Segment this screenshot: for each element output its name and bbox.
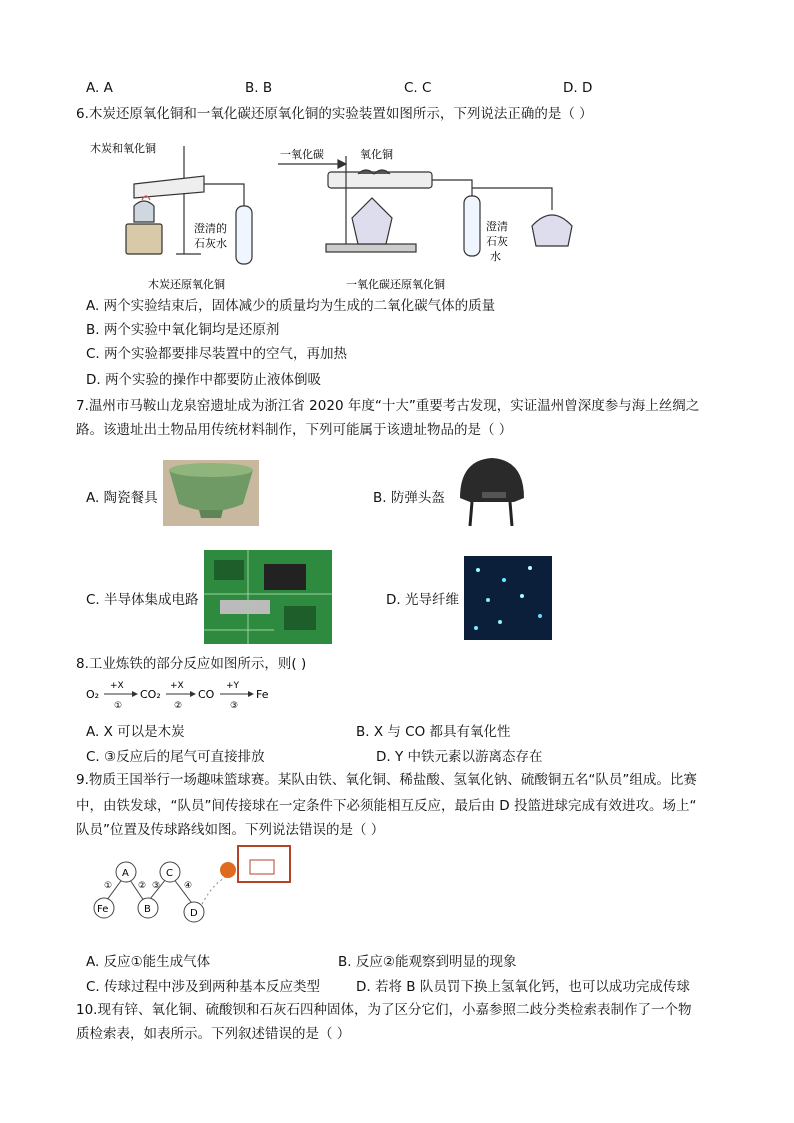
q9-option-c: C. 传球过程中涉及到两种基本反应类型 [86, 979, 321, 995]
q5-option-a: A. A [86, 80, 113, 96]
co-label: 一氧化碳 [280, 148, 324, 161]
q8-o2: O₂ [86, 688, 100, 701]
q5-option-d: D. D [563, 80, 593, 96]
lime-water-label-2: 石灰 [486, 235, 508, 248]
q7-stem-2: 路。该遗址出土物品用传统材料制作，下列可能属于该遗址物品的是（ ） [76, 422, 513, 438]
q9-basketball-diagram [86, 844, 306, 930]
celadon-bowl-image [163, 460, 259, 526]
lime-water-label-1: 澄清 [486, 220, 508, 233]
q9-stem-1: 9.物质王国举行一场趣味篮球赛。某队由铁、氧化铜、稀盐酸、氢氧化钠、硫酸铜五名“队员”组成。比赛 [76, 772, 697, 788]
circuit-board-image [204, 550, 332, 644]
q9-stem-3: 队员”位置及传球路线如图。下列说法错误的是（ ） [76, 822, 385, 838]
clear-water-label-2: 石灰水 [194, 237, 227, 250]
q8-reaction-diagram [86, 678, 286, 712]
label-2: ② [138, 881, 147, 891]
q10-stem-2: 质检索表，如表所示。下列叙述错误的是（ ） [76, 1026, 351, 1042]
clear-water-label-1: 澄清的 [194, 222, 227, 235]
q8-arrow3-top: +Y [226, 681, 240, 691]
q7-option-b: B. 防弹头盔 [373, 490, 445, 506]
q10-stem-1: 10.现有锌、氧化铜、硫酸钡和石灰石四种固体，为了区分它们，小嘉参照二歧分类检索表制作了一个物 [76, 1002, 692, 1018]
lime-water-label-3: 水 [490, 250, 501, 263]
q6-option-a: A. 两个实验结束后，固体减少的质量均为生成的二氧化碳气体的质量 [86, 298, 496, 314]
co-caption: 一氧化碳还原氧化铜 [346, 278, 445, 291]
q8-arrow1-top: +X [110, 681, 124, 691]
backboard-icon [238, 846, 290, 882]
node-d: D [190, 908, 198, 919]
q9-option-b: B. 反应②能观察到明显的现象 [338, 954, 517, 970]
q7-stem-1: 7.温州市马鞍山龙泉窑遗址成为浙江省 2020 年度“十大”重要考古发现，实证温州曾深度参与海上丝绸之 [76, 398, 700, 414]
node-fe: Fe [97, 904, 109, 915]
optical-fiber-image [464, 556, 552, 640]
q9-stem-2: 中，由铁发球，“队员”间传接球在一定条件下必须能相互反应，最后由 D 投篮进球完成有效进攻。场上“ [76, 798, 697, 814]
node-b: B [144, 904, 151, 915]
q8-option-b: B. X 与 CO 都具有氧化性 [356, 724, 511, 740]
q8-arrow1-bottom: ① [114, 701, 123, 711]
helmet-image [452, 452, 530, 534]
label-4: ④ [184, 881, 193, 891]
label-1: ① [104, 881, 113, 891]
q7-option-a: A. 陶瓷餐具 [86, 490, 158, 506]
charcoal-label: 木炭和氧化铜 [90, 142, 156, 155]
q8-option-d: D. Y 中铁元素以游离态存在 [376, 749, 543, 765]
q6-apparatus-figure [76, 136, 576, 296]
q8-fe: Fe [256, 688, 269, 701]
charcoal-caption: 木炭还原氧化铜 [148, 278, 225, 291]
q8-co2: CO₂ [140, 688, 161, 701]
q5-option-c: C. C [404, 80, 432, 96]
q7-option-d: D. 光导纤维 [386, 592, 459, 608]
q8-option-a: A. X 可以是木炭 [86, 724, 185, 740]
q5-option-b: B. B [245, 80, 273, 96]
q8-arrow2-top: +X [170, 681, 184, 691]
q6-option-b: B. 两个实验中氧化铜均是还原剂 [86, 322, 280, 338]
cuo-label: 氧化铜 [360, 148, 393, 161]
q8-arrow2-bottom: ② [174, 701, 183, 711]
q8-stem: 8.工业炼铁的部分反应如图所示，则( ) [76, 656, 307, 672]
q6-option-c: C. 两个实验都要排尽装置中的空气，再加热 [86, 346, 348, 362]
node-c: C [166, 868, 173, 879]
basketball-icon [220, 862, 236, 878]
q8-co: CO [198, 688, 215, 701]
q6-stem: 6.木炭还原氧化铜和一氧化碳还原氧化铜的实验装置如图所示，下列说法正确的是（ ） [76, 106, 593, 122]
q8-arrow3-bottom: ③ [230, 701, 239, 711]
charcoal-apparatus [126, 146, 252, 264]
q7-option-c: C. 半导体集成电路 [86, 592, 199, 608]
node-a: A [122, 868, 129, 879]
q9-option-a: A. 反应①能生成气体 [86, 954, 211, 970]
co-apparatus [278, 156, 572, 256]
q9-option-d: D. 若将 B 队员罚下换上氢氧化钙，也可以成功完成传球 [356, 979, 690, 995]
q6-option-d: D. 两个实验的操作中都要防止液体倒吸 [86, 372, 321, 388]
q8-option-c: C. ③反应后的尾气可直接排放 [86, 749, 265, 765]
label-3: ③ [152, 881, 161, 891]
